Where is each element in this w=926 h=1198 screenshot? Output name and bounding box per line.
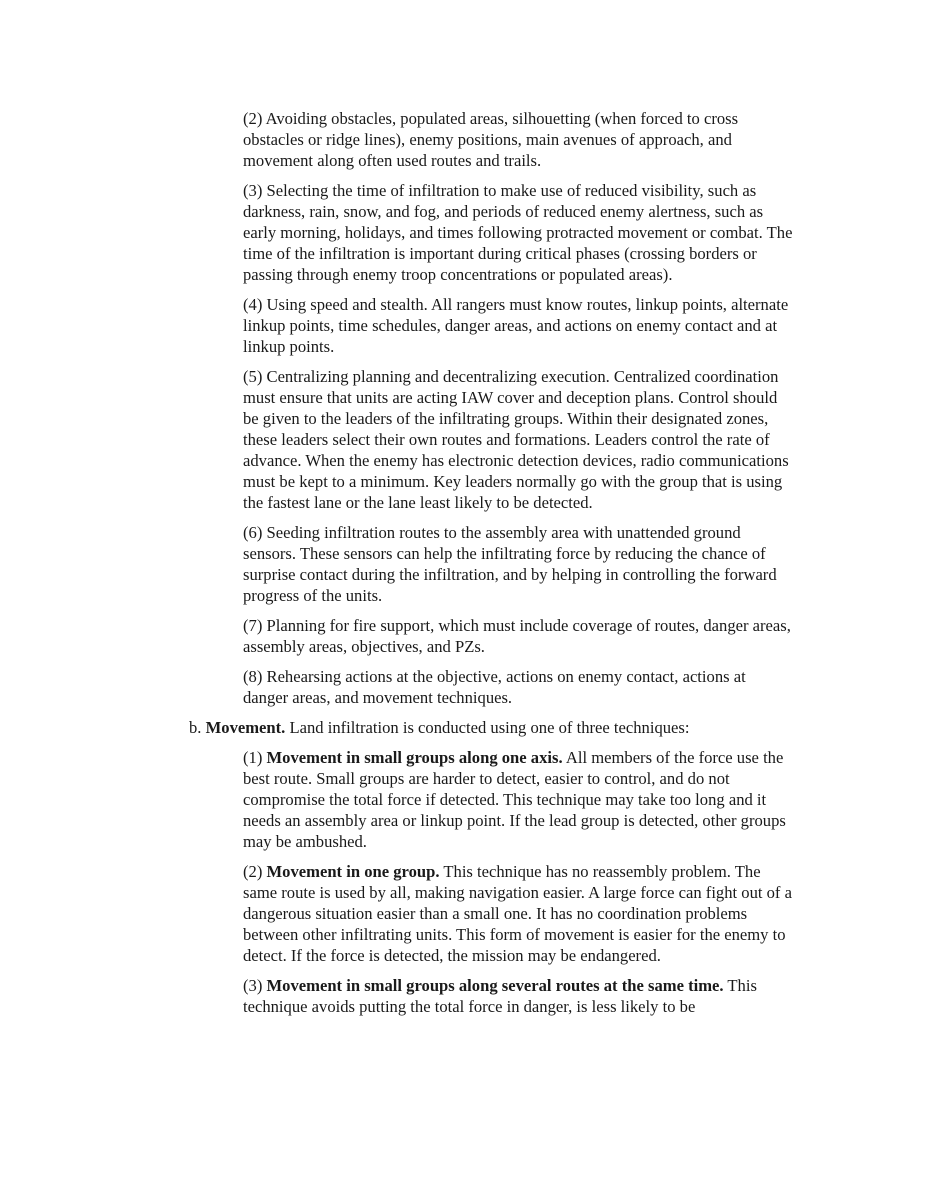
paragraph-b1-heading: Movement in small groups along one axis. [266,748,563,767]
paragraph-b2 [243,861,793,966]
paragraph-a2: (2) Avoiding obstacles, populated areas, silhouetting (when forced to cross obstacles or ridge lines), enemy positions, main avenues of approach, and movement along often used routes and trails. [243,109,739,170]
paragraph-a7: (7) Planning for fire support, which must include coverage of routes, danger areas, assembly areas, objectives, and PZs. [243,616,791,656]
paragraph-b2-text: This technique has no reassembly problem. The same route is used by all, making navigation easier. A large force can fight out of a dangerous situation easier than a small one. It has no coordination problems between other infiltrating units. This form of movement is easier for the enemy to detect. If the force is detected, the mission may be endangered. [243,862,792,965]
paragraph-a5: (5) Centralizing planning and decentralizing execution. Centralized coordination must ensure that units are acting IAW cover and deception plans. Control should be given to the leaders of the infiltrating groups. Within their designated zones, these leaders select their own routes and formations. Leaders control the rate of advance. When the enemy has electronic detection devices, radio communications must be kept to a minimum. Key leaders normally go with the group that is using the fastest lane or the lane least likely to be detected. [243,367,789,512]
paragraph-b1-text: All members of the force use the best route. Small groups are harder to detect, easier to control, and do not compromise the total force if detected. This technique may take too long and it needs an assembly area or linkup point. If the lead group is detected, other groups may be ambushed. [243,748,786,851]
paragraph-b3-heading: Movement in small groups along several routes at the same time. [266,976,724,995]
paragraph-b1 [243,747,793,852]
paragraph-b3-text: This technique avoids putting the total force in danger, is less likely to be [243,976,757,1016]
paragraph-b3-prefix: (3) [243,976,263,995]
paragraph-a3: (3) Selecting the time of infiltration to make use of reduced visibility, such as darkness, rain, snow, and fog, and periods of reduced enemy alertness, such as early morning, holidays, and times following protracted movement or combat. The time of the infiltration is important during critical phases (crossing borders or passing through enemy troop concentrations or populated areas). [243,181,793,284]
paragraph-b3 [243,975,793,1017]
page-content [0,108,926,1026]
section-b-prefix: b. [189,718,202,737]
paragraph-a8: (8) Rehearsing actions at the objective, actions on enemy contact, actions at danger areas, and movement techniques. [243,667,746,707]
section-b-heading [189,717,793,738]
paragraph-b2-heading: Movement in one group. [266,862,440,881]
paragraph-b2-prefix: (2) [243,862,263,881]
paragraph-a4: (4) Using speed and stealth. All rangers must know routes, linkup points, alternate linkup points, time schedules, danger areas, and actions on enemy contact and at linkup points. [243,295,789,356]
paragraph-a6: (6) Seeding infiltration routes to the assembly area with unattended ground sensors. These sensors can help the infiltrating force by reducing the chance of surprise contact during the infiltration, and by helping in controlling the forward progress of the units. [243,523,777,605]
section-b-title: Movement. [205,718,286,737]
paragraph-b1-prefix: (1) [243,748,263,767]
section-b-text: Land infiltration is conducted using one of three techniques: [289,718,690,737]
